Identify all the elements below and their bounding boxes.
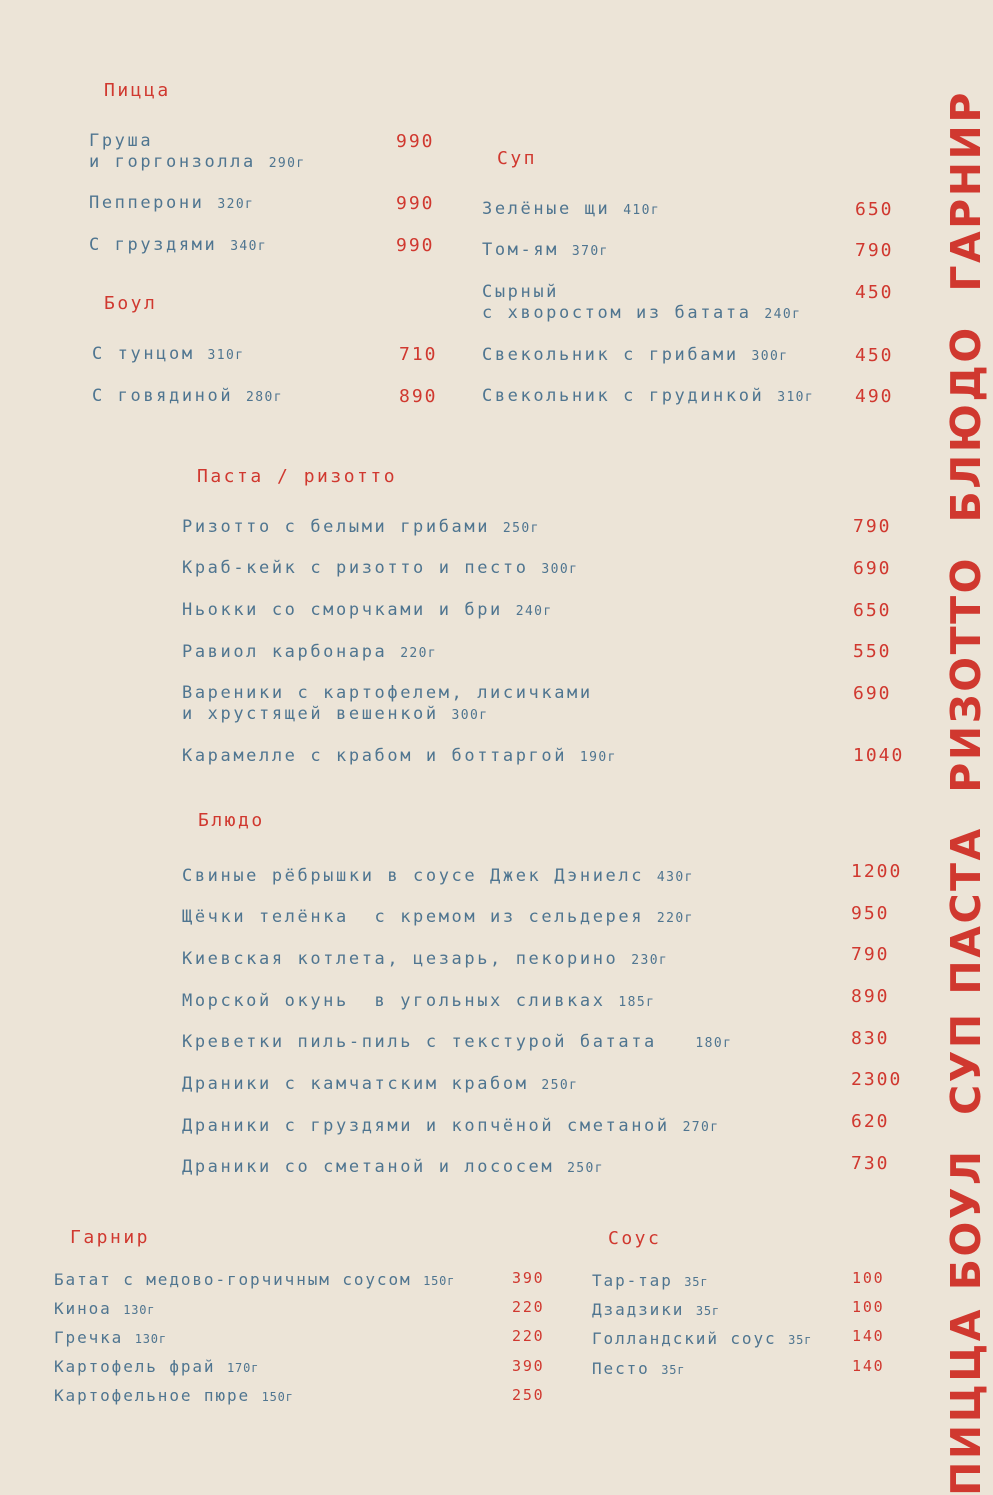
- menu-item-price: 890: [851, 986, 890, 1007]
- menu-item-price: 250: [512, 1386, 545, 1404]
- menu-item-price: 100: [852, 1269, 885, 1287]
- menu-item-dish: Драники с груздями и копчёной сметаной 270г: [182, 1116, 720, 1136]
- menu-item-pasta: Ризотто с белыми грибами 250г: [182, 517, 540, 537]
- menu-item-soup: Сырный с хворостом из батата 240г: [482, 282, 802, 323]
- menu-item-price: 710: [399, 344, 438, 365]
- section-title-garnish: Гарнир: [70, 1227, 151, 1248]
- menu-item-garnish: Картофельное пюре 150г: [54, 1386, 294, 1405]
- menu-item-pizza-pepperoni: Пепперони 320г: [89, 193, 255, 213]
- section-title-dish: Блюдо: [198, 810, 265, 831]
- menu-item-price: 220: [512, 1298, 545, 1316]
- menu-item-price: 790: [855, 240, 894, 261]
- menu-item-price: 450: [855, 345, 894, 366]
- menu-item-price: 2300: [851, 1069, 903, 1090]
- category-banner: [942, 89, 990, 1495]
- menu-item-soup: Зелёные щи 410г: [482, 199, 661, 219]
- menu-item-dish: Морской окунь в угольных сливках 185г: [182, 991, 656, 1011]
- menu-item-sauce: Тар-тар 35г: [592, 1271, 709, 1290]
- menu-item-price: 830: [851, 1028, 890, 1049]
- menu-item-price: 990: [396, 193, 435, 214]
- menu-item-sauce: Голландский соус 35г: [592, 1329, 813, 1348]
- category-banner-text: ПИЦЦА БОУЛ СУП ПАСТА РИЗОТТО БЛЮДО ГАРНИР: [942, 89, 990, 1495]
- menu-item-price: 100: [852, 1298, 885, 1316]
- menu-item-price: 650: [853, 600, 892, 621]
- menu-item-price: 790: [851, 944, 890, 965]
- menu-item-garnish: Гречка 130г: [54, 1328, 167, 1347]
- menu-item-garnish: Батат с медово-горчичным соусом 150г: [54, 1270, 456, 1289]
- menu-item-pasta: Вареники с картофелем, лисичками и хрустящей вешенкой 300г: [182, 683, 593, 724]
- menu-item-price: 220: [512, 1327, 545, 1345]
- menu-item-pasta: Краб-кейк с ризотто и песто 300г: [182, 558, 579, 578]
- menu-item-dish: Креветки пиль-пиль с текстурой батата 180г: [182, 1032, 733, 1052]
- menu-item-price: 790: [853, 516, 892, 537]
- menu-item-price: 1040: [853, 745, 905, 766]
- menu-item-garnish: Картофель фрай 170г: [54, 1357, 260, 1376]
- menu-item-price: 950: [851, 903, 890, 924]
- menu-item-soup: Том-ям 370г: [482, 240, 609, 260]
- menu-item-bowl-beef: С говядиной 280г: [92, 386, 283, 406]
- menu-item-pizza-mushroom: С груздями 340г: [89, 235, 268, 255]
- section-title-sauce: Соус: [608, 1228, 662, 1249]
- section-title-soup: Суп: [497, 148, 538, 169]
- menu-item-price: 690: [853, 683, 892, 704]
- menu-item-pasta: Карамелле с крабом и боттаргой 190г: [182, 746, 617, 766]
- menu-item-bowl-tuna: С тунцом 310г: [92, 344, 245, 364]
- section-title-pizza: Пицца: [104, 80, 171, 101]
- menu-item-price: 390: [512, 1269, 545, 1287]
- menu-item-sauce: Дзадзики 35г: [592, 1300, 720, 1319]
- menu-item-price: 390: [512, 1357, 545, 1375]
- menu-item-price: 620: [851, 1111, 890, 1132]
- menu-item-price: 890: [399, 386, 438, 407]
- menu-item-dish: Драники с камчатским крабом 250г: [182, 1074, 579, 1094]
- menu-item-price: 490: [855, 386, 894, 407]
- menu-item-price: 140: [852, 1357, 885, 1375]
- menu-item-price: 990: [396, 131, 435, 152]
- menu-item-sauce: Песто 35г: [592, 1359, 686, 1378]
- menu-item-price: 650: [855, 199, 894, 220]
- menu-item-dish: Драники со сметаной и лососем 250г: [182, 1157, 604, 1177]
- menu-item-price: 690: [853, 558, 892, 579]
- menu-item-dish: Киевская котлета, цезарь, пекорино 230г: [182, 949, 669, 969]
- section-title-bowl: Боул: [104, 293, 158, 314]
- menu-item-price: 550: [853, 641, 892, 662]
- menu-item-price: 990: [396, 235, 435, 256]
- menu-item-dish: Щёчки телёнка с кремом из сельдерея 220г: [182, 907, 694, 927]
- menu-item-pizza-pear: Груша и горгонзолла 290г: [89, 131, 306, 172]
- menu-item-pasta: Равиол карбонара 220г: [182, 642, 438, 662]
- section-title-pasta: Паста / ризотто: [197, 466, 398, 487]
- menu-item-price: 450: [855, 282, 894, 303]
- menu-item-garnish: Киноа 130г: [54, 1299, 156, 1318]
- menu-item-pasta: Ньокки со сморчками и бри 240г: [182, 600, 553, 620]
- menu-item-soup: Свекольник с грибами 300г: [482, 345, 789, 365]
- menu-item-price: 140: [852, 1327, 885, 1345]
- menu-item-soup: Свекольник с грудинкой 310г: [482, 386, 815, 406]
- menu-item-price: 1200: [851, 861, 903, 882]
- menu-item-dish: Свиные рёбрышки в соусе Джек Дэниелс 430г: [182, 866, 694, 886]
- menu-item-price: 730: [851, 1153, 890, 1174]
